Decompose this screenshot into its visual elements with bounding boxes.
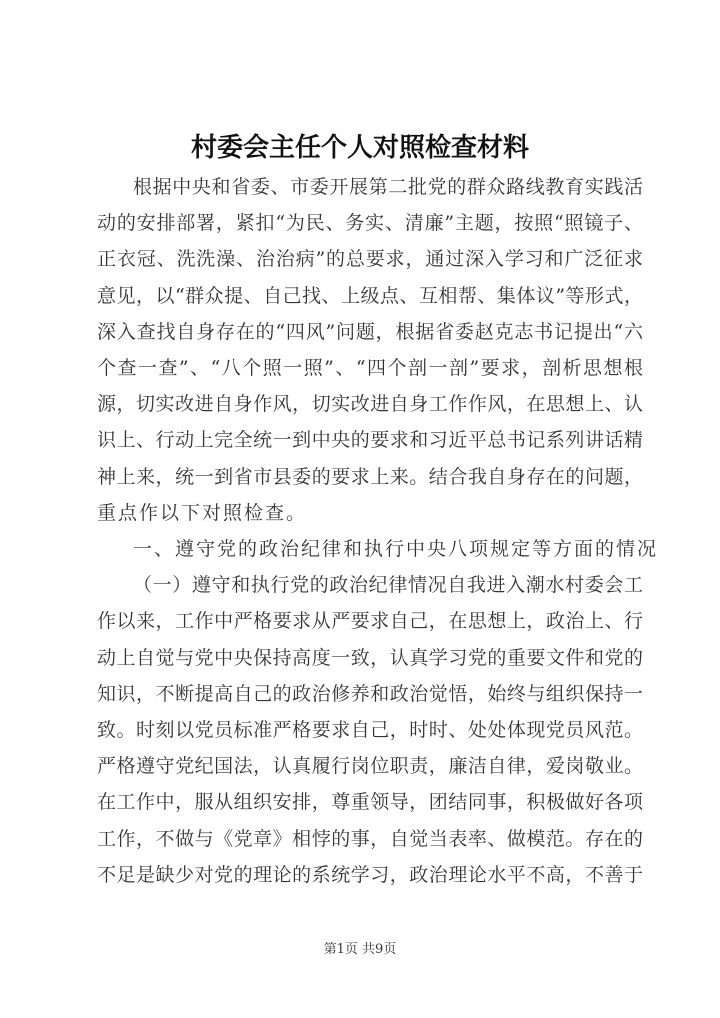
page-footer: 第1页 共9页 (323, 942, 397, 957)
text-line: 正衣冠、洗洗澡、治治病”的总要求，通过深入学习和广泛征求 (97, 248, 643, 271)
text-line: 一、遵守党的政治纪律和执行中央八项规定等方面的情况 (133, 538, 659, 560)
text-line: 严格遵守党纪国法，认真履行岗位职责，廉洁自律，爱岗敬业。 (97, 755, 643, 778)
text-line: 个查一查”、“八个照一照”、“四个剖一剖”要求，剖析思想根 (97, 357, 643, 379)
document-title: 村委会主任个人对照检查材料 (190, 133, 529, 163)
text-line: 神上来，统一到省市县委的要求上来。结合我自身存在的问题， (97, 465, 643, 488)
text-line: 动的安排部署，紧扣“为民、务实、清廉”主题，按照“照镜子、 (97, 212, 643, 235)
text-line: 识上、行动上完全统一到中央的要求和习近平总书记系列讲话精 (97, 429, 643, 452)
text-line: 知识，不断提高自己的政治修养和政治觉悟，始终与组织保持一 (97, 682, 643, 705)
text-line: 深入查找自身存在的“四风”问题，根据省委赵克志书记提出“六 (97, 320, 643, 343)
text-line: 在工作中，服从组织安排，尊重领导，团结同事，积极做好各项 (97, 791, 643, 814)
text-line: （一）遵守和执行党的政治纪律情况自我进入潮水村委会工 (133, 574, 643, 597)
text-line: 致。时刻以党员标准严格要求自己，时时、处处体现党员风范。 (97, 719, 643, 741)
text-line: 动上自觉与党中央保持高度一致，认真学习党的重要文件和党的 (97, 646, 643, 669)
text-line: 意见，以“群众提、自己找、上级点、互相帮、集体议”等形式， (97, 284, 643, 307)
text-line: 根据中央和省委、市委开展第二批党的群众路线教育实践活 (133, 176, 643, 198)
text-line: 重点作以下对照检查。 (97, 501, 308, 524)
text-line: 源，切实改进自身作风，切实改进自身工作作风，在思想上、认 (97, 393, 643, 416)
text-line: 不足是缺少对党的理论的系统学习，政治理论水平不高，不善于 (97, 863, 643, 886)
text-line: 工作，不做与《党章》相悖的事，自觉当表率、做模范。存在的 (97, 827, 643, 850)
text-line: 作以来，工作中严格要求从严要求自己，在思想上，政治上、行 (97, 610, 643, 633)
